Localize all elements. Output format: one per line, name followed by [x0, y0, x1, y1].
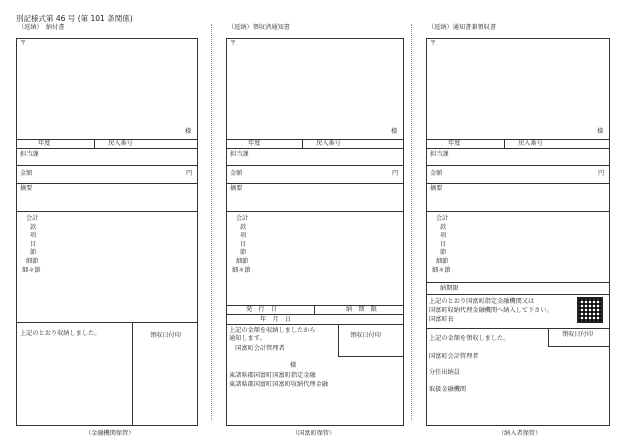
- form-header: （返納）領収済通知書: [228, 24, 290, 31]
- received-text: 上記の金額を領収しました。: [429, 335, 510, 342]
- account-item: 会計: [436, 215, 449, 222]
- notice-and-receipt: [426, 24, 610, 437]
- sama-label: 様: [185, 128, 192, 135]
- due-date-label: 納 期 限: [346, 306, 377, 313]
- yen-label: 円: [186, 170, 193, 177]
- issue-date-label: 発 行 日: [246, 306, 277, 313]
- notice-line: 国富町長: [429, 316, 454, 323]
- form-frame: [16, 38, 198, 426]
- yen-label: 円: [598, 170, 605, 177]
- fiscal-year-label: 年度: [38, 140, 51, 147]
- deadline-label: 納期限: [440, 285, 459, 292]
- account-item: 目: [440, 240, 447, 248]
- footer-note: （金融機関保管）: [85, 430, 135, 437]
- sama-label-2: 様: [290, 362, 297, 369]
- account-item: 款: [440, 223, 447, 231]
- notice-line: 通知します。: [229, 335, 266, 342]
- form-frame: [226, 38, 404, 426]
- bank-line: 東諸県郡国富町国富町指定金融: [229, 372, 316, 379]
- postal-mark: 〒: [20, 40, 27, 47]
- receipt-stamp-label: 領収日付印: [562, 331, 593, 338]
- amount-label: 金額: [430, 170, 443, 177]
- account-number-label: 戻入番号: [316, 140, 341, 147]
- account-number-label: 戻入番号: [108, 140, 133, 147]
- summary-label: 摘要: [230, 185, 243, 192]
- account-item: 項: [30, 232, 37, 240]
- account-item: 款: [30, 223, 37, 231]
- form-header: （返納） 納付書: [18, 24, 65, 31]
- amount-label: 金額: [20, 170, 33, 177]
- postal-mark: 〒: [230, 40, 237, 47]
- fiscal-year-label: 年度: [248, 140, 261, 147]
- department-label: 担当課: [430, 151, 449, 158]
- department-label: 担当課: [20, 151, 39, 158]
- account-item: 会計: [236, 215, 249, 222]
- notice-line: 国富町会計管理者: [229, 345, 285, 352]
- account-item: 項: [240, 232, 247, 240]
- receipt-stamp-label: 領収日付印: [150, 332, 181, 339]
- account-item: 細々節: [232, 266, 251, 274]
- accounting-manager-label: 国富町会計管理者: [429, 353, 479, 360]
- amount-label: 金額: [230, 170, 243, 177]
- yen-label: 円: [392, 170, 399, 177]
- notice-line: 国富町収納代理金融機関へ納入して下さい。: [429, 307, 553, 314]
- account-item: 細節: [26, 257, 39, 265]
- account-items: [24, 215, 41, 275]
- account-items: [234, 215, 251, 275]
- account-number-label: 戻入番号: [518, 140, 543, 147]
- account-item: 節: [440, 249, 447, 257]
- account-item: 会計: [26, 215, 39, 222]
- account-item: 目: [240, 240, 247, 248]
- account-items: [434, 215, 451, 275]
- account-item: 目: [30, 240, 37, 248]
- notice-line: 上記のとおり国富町指定金融機関又は: [429, 298, 535, 305]
- qr-code-icon: [577, 297, 603, 323]
- form-header: （返納）通知書兼領収書: [428, 24, 497, 31]
- handling-bank-label: 取扱金融機関: [429, 386, 467, 393]
- year-month-day-label: 年 月 日: [260, 316, 291, 323]
- footer-note: （国富町保管）: [292, 430, 336, 437]
- received-text: 上記のとおり収納しました。: [20, 330, 101, 337]
- account-item: 款: [240, 223, 247, 231]
- account-item: 細々節: [22, 266, 41, 274]
- receipt-stamp-label: 領収日付印: [350, 332, 381, 339]
- account-item: 細節: [436, 257, 449, 265]
- cut-line-2: [411, 24, 412, 420]
- postal-mark: 〒: [430, 40, 437, 47]
- summary-label: 摘要: [20, 185, 33, 192]
- sama-label: 様: [391, 128, 398, 135]
- fiscal-year-label: 年度: [448, 140, 461, 147]
- form-frame: [426, 38, 610, 426]
- account-item: 細節: [236, 257, 249, 265]
- footer-note: （納入者保管）: [498, 430, 542, 437]
- account-item: 細々節: [432, 266, 451, 274]
- notice-line: 上記の金額を収納しましたから: [229, 327, 316, 334]
- summary-label: 摘要: [430, 185, 443, 192]
- account-item: 節: [30, 249, 37, 257]
- bank-line: 東諸県郡国富町国富町収納代理金融: [229, 381, 328, 388]
- page-title: 別記様式第 46 号 (第 101 条関係): [16, 14, 133, 23]
- account-item: 節: [240, 249, 247, 257]
- cashier-label: 分任出納員: [429, 369, 460, 376]
- sama-label: 様: [597, 128, 604, 135]
- payment-slip: [16, 24, 198, 437]
- cut-line-1: [211, 24, 212, 420]
- account-item: 項: [440, 232, 447, 240]
- receipt-notice: [226, 24, 404, 437]
- department-label: 担当課: [230, 151, 249, 158]
